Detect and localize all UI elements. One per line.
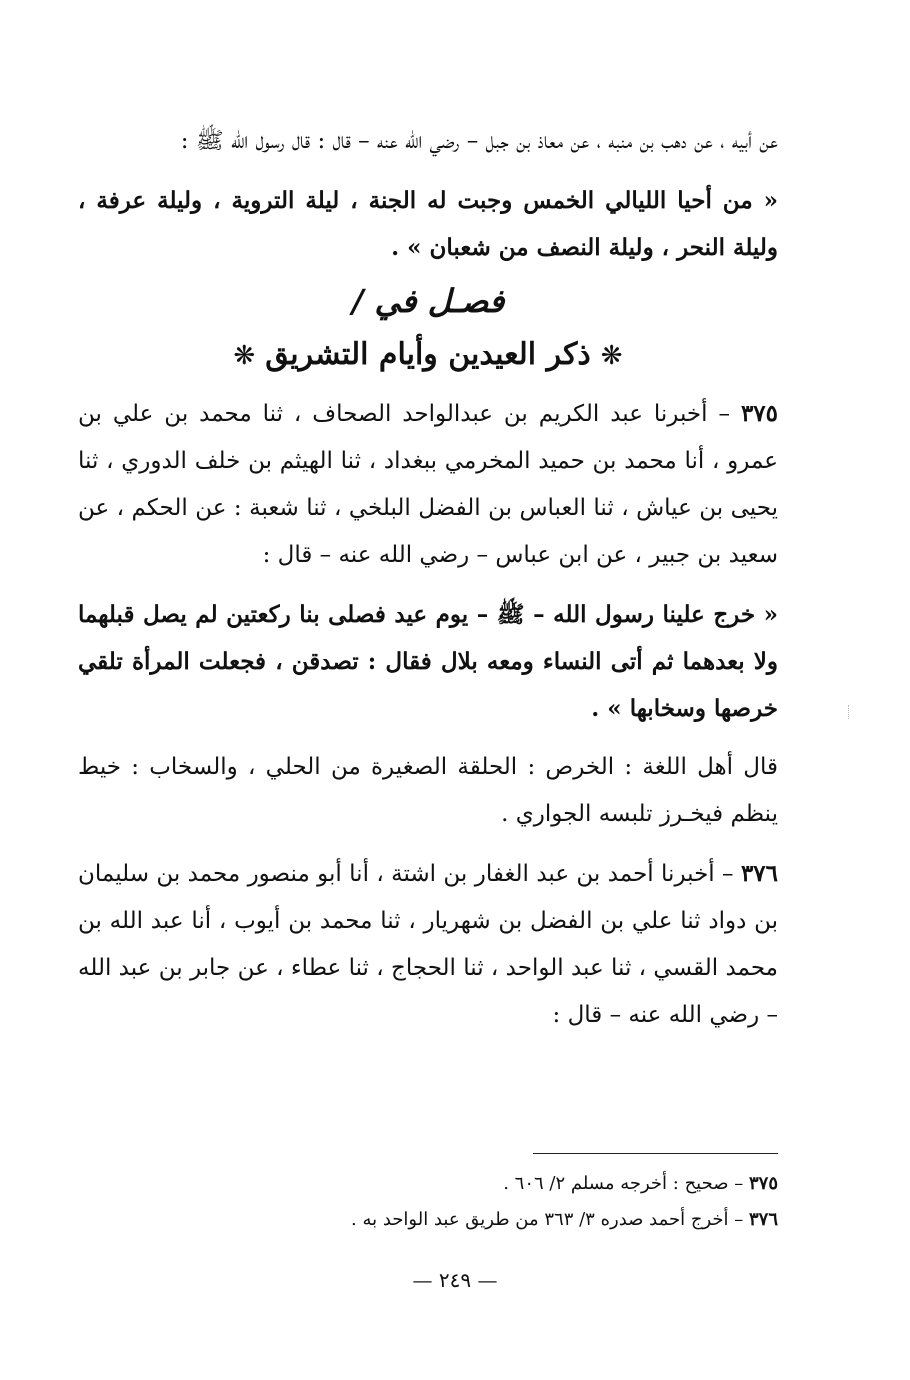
intro-isnad: عن أبيه ، عن دهب بن منبه ، عن معاذ بن جبل – رضي الله عنه – قال : قال رسول الله ﷺ : [180,128,778,154]
entry-isnad: – أخبرنا عبد الكريم بن عبدالواحد الصحاف ، ثنا محمد بن علي بن عمرو ، أنا محمد بن حميد المخرمي ببغداد ، ثنا الهيثم بن خلف الدوري ، ثنا يحيى بن عياش ، ثنا العباس بن الفضل البلخي ، ثنا شعبة : عن الحكم ، عن سعيد بن جبير ، عن ابن عباس – رضي الله عنه – قال : [78,401,778,568]
spacer [78,838,778,850]
footnote-item [218,1166,778,1202]
entry-number: ٣٧٦ [740,860,778,887]
section-label: فصـل في / [351,282,505,320]
entry-isnad: – أخبرنا أحمد بن عبد الغفار بن اشتة ، أنا أبو منصور محمد بن سليمان بن دواد ثنا علي بن الفضل بن شهريار ، ثنا محمد بن أيوب ، أنا عبد الله بن محمد القسي ، ثنا عبد الواحد ، ثنا الحجاج ، ثنا عطاء ، عن جابر بن عبد الله – رضي الله عنه – قال : [78,861,778,1028]
page-number: — ٢٤٩ — [412,1268,498,1292]
ornament-left-icon: ❋ [233,341,256,371]
spacer [78,579,778,591]
ornament-right-icon: ❋ [600,341,623,371]
footnote-item [218,1202,778,1238]
scan-mark [848,705,853,719]
footnote-divider [533,1153,778,1154]
section-heading [78,327,778,384]
lexical-note: قال أهل اللغة : الخرص : الحلقة الصغيرة من الحلي ، والسخاب : خيط ينظم فيخـرز تلبسه الجواري . [78,754,778,827]
footnotes [218,1166,778,1238]
footnote-text: – أخرج أحمد صدره ٣/ ٣٦٣ من طريق عبد الواحد به . [351,1209,744,1230]
entry-number: ٣٧٥ [740,400,779,427]
footnote-number: ٣٧٦ [748,1209,778,1230]
footnote-number: ٣٧٥ [748,1173,778,1194]
hadith-eid: « خرج علينا رسول الله – ﷺ – يوم عيد فصلى بنا ركعتين لم يصل قبلهما ولا بعدهما ثم أتى النساء ومعه بلال فقال : تصدقن ، فجعلت المرأة تلقي خرصها وسخابها » . [78,601,778,722]
hadith-nights: « من أحيا الليالي الخمس وجبت له الجنة ، ليلة التروية ، وليلة عرفة ، وليلة النحر ، وليلة النصف من شعبان » . [78,187,778,261]
page-body [78,118,778,1039]
spacer [78,732,778,744]
entry-375 [78,390,778,579]
footnote-text: – صحيح : أخرجه مسلم ٢/ ٦٠٦ . [503,1173,744,1194]
section-title: ذكر العيدين وأيام التشريق [265,337,591,372]
entry-376 [78,850,778,1039]
spacer [78,165,778,177]
